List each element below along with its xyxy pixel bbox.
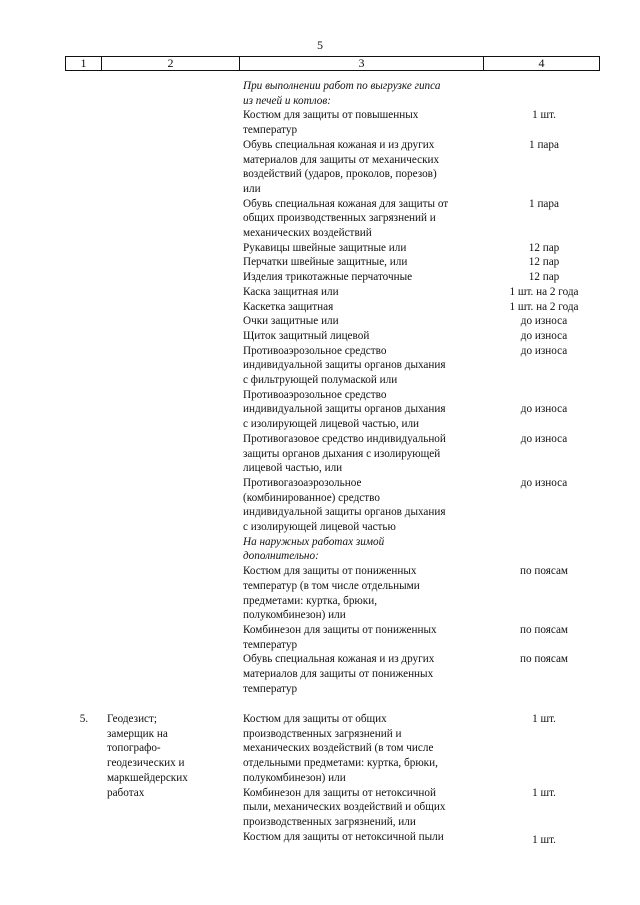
column-header-1: 1 [66, 57, 102, 71]
item-text-line: Щиток защитный лицевой [243, 329, 370, 342]
issue-norm: 1 пара [529, 197, 559, 210]
item-text-line: полукомбинезон) или [243, 771, 346, 784]
item-description [243, 388, 488, 432]
item-description [243, 197, 488, 241]
profession-line: Геодезист; [107, 713, 158, 725]
item-text-line: или [243, 182, 261, 195]
item-description [243, 285, 488, 300]
item-text-line: производственных загрязнений, или [243, 815, 416, 828]
item-description [243, 476, 488, 535]
item-text-line: Комбинезон для защиты от пониженных [243, 623, 437, 636]
issue-norm: 12 пар [528, 241, 560, 254]
issue-norm: до износа [520, 315, 568, 328]
item-text-line: Костюм для защиты от общих [243, 713, 387, 725]
issue-norm: 1 шт. [532, 786, 556, 799]
column-header-4: 4 [484, 57, 600, 71]
column-header-3: 3 [240, 57, 484, 71]
item-text-line: Противоаэрозольное средство [243, 344, 387, 357]
issue-norm: 1 шт. [532, 713, 556, 725]
item-text-line: индивидуальной защиты органов дыхания [243, 403, 446, 416]
item-text-line: Обувь специальная кожаная и из других [243, 138, 435, 151]
item-text-line: Очки защитные или [243, 315, 339, 328]
page-number: 5 [317, 38, 323, 52]
issue-norm: 12 пар [528, 256, 560, 269]
item-text-line: температур [243, 682, 298, 695]
item-text-line: воздействий (ударов, проколов, порезов) [243, 168, 437, 181]
item-description [243, 564, 488, 623]
item-text-line: Рукавицы швейные защитные или [243, 241, 407, 254]
item-description [243, 712, 488, 786]
item-text-line: Комбинезон для защиты от нетоксичной [243, 786, 436, 799]
issue-norm: 1 шт. [532, 109, 556, 122]
item-text-line: При выполнении работ по выгрузке гипса [243, 80, 441, 92]
item-text-line: лицевой частью, или [243, 462, 343, 475]
item-description [243, 138, 488, 197]
issue-norm: до износа [520, 476, 568, 489]
item-description [243, 623, 488, 652]
item-text-line: Изделия трикотажные перчаточные [243, 271, 413, 284]
item-description [243, 535, 488, 564]
item-text-line: отдельными предметами: куртка, брюки, [243, 757, 438, 770]
item-text-line: защиты органов дыхания с изолирующей [243, 447, 441, 460]
item-description [243, 344, 488, 388]
item-description [243, 830, 488, 845]
item-text-line: Обувь специальная кожаная для защиты от [243, 197, 449, 210]
item-text-line: общих производственных загрязнений и [243, 212, 436, 225]
issue-norm: до износа [520, 432, 568, 445]
column-header-table [65, 56, 600, 71]
issue-norm: 1 шт. на 2 года [509, 300, 579, 313]
item-text-line: Костюм для защиты от нетоксичной пыли [243, 830, 444, 843]
item-description [243, 108, 488, 137]
item-text-line: температур [243, 638, 298, 651]
item-text-line: (комбинированное) средство [243, 491, 380, 504]
issue-norm: по поясам [519, 565, 569, 578]
row-number: 5. [79, 713, 89, 725]
item-text-line: с изолирующей лицевой частью [243, 521, 396, 533]
item-text-line: индивидуальной защиты органов дыхания [243, 506, 446, 519]
profession-line: замерщик на [107, 727, 168, 740]
item-description [243, 300, 488, 315]
issue-norm: 1 пара [529, 138, 559, 151]
item-description [243, 314, 488, 329]
item-text-line: механических воздействий (в том числе [243, 742, 434, 755]
issue-norm: 1 шт. [532, 833, 556, 846]
profession-name [107, 712, 227, 800]
item-description [243, 241, 488, 256]
issue-norm: до износа [520, 344, 568, 357]
item-text-line: Перчатки швейные защитные, или [243, 256, 408, 269]
issue-norm: по поясам [519, 623, 569, 636]
item-text-line: температур [243, 124, 298, 137]
item-description [243, 652, 488, 696]
profession-line: работах [107, 786, 145, 799]
item-text-line: Костюм для защиты от пониженных [243, 565, 417, 578]
item-description [243, 786, 488, 830]
item-text-line: Противогазовое средство индивидуальной [243, 432, 446, 445]
item-text-line: Каска защитная или [243, 285, 339, 298]
item-description [243, 270, 488, 285]
item-text-line: Каскетка защитная [243, 300, 334, 313]
item-text-line: из печей и котлов: [243, 94, 331, 107]
issue-norm: 1 шт. на 2 года [509, 285, 579, 298]
profession-line: геодезических и [107, 757, 185, 770]
item-text-line: предметами: куртка, брюки, [243, 594, 377, 607]
item-text-line: с фильтрующей полумаской или [243, 374, 398, 386]
issue-norm: 12 пар [528, 271, 560, 284]
item-text-line: Костюм для защиты от повышенных [243, 109, 419, 122]
item-text-line: полукомбинезон) или [243, 609, 346, 622]
issue-norm: по поясам [519, 653, 569, 666]
profession-line: топографо- [107, 742, 161, 755]
item-text-line: Противоаэрозольное средство [243, 388, 387, 401]
item-text-line: материалов для защиты от пониженных [243, 668, 434, 680]
item-text-line: температур (в том числе отдельными [243, 579, 420, 592]
item-text-line: Обувь специальная кожаная и из других [243, 653, 435, 666]
item-description [243, 329, 488, 344]
item-text-line: с изолирующей лицевой частью, или [243, 418, 420, 431]
item-text-line: Противогазоаэрозольное [243, 476, 362, 489]
item-text-line: На наружных работах зимой [243, 535, 385, 548]
issue-norm: до износа [520, 329, 568, 342]
profession-line: маркшейдерских [107, 771, 188, 784]
column-header-2: 2 [102, 57, 240, 71]
item-text-line: механических воздействий [243, 227, 372, 239]
item-text-line: дополнительно: [243, 550, 319, 563]
item-text-line: индивидуальной защиты органов дыхания [243, 359, 446, 372]
item-description [243, 432, 488, 476]
item-text-line: материалов для защиты от механических [243, 153, 440, 166]
issue-norm: до износа [520, 403, 568, 416]
item-description [243, 255, 488, 270]
item-text-line: производственных загрязнений и [243, 727, 402, 740]
item-description [243, 79, 488, 108]
item-text-line: пыли, механических воздействий и общих [243, 801, 446, 814]
